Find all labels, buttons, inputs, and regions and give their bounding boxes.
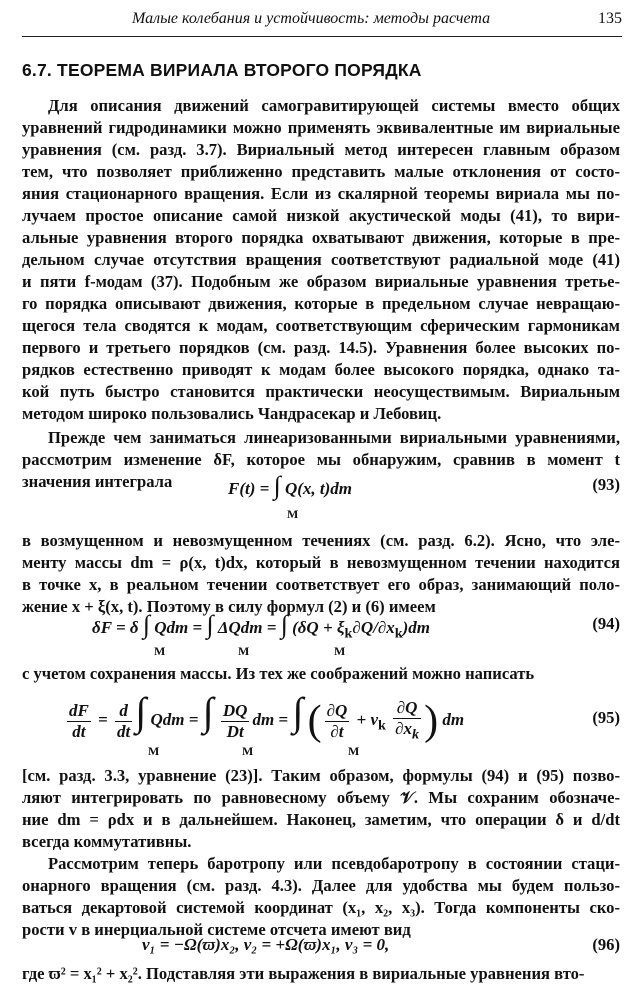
eq95-dm2: dm: [442, 710, 465, 729]
eq95-dm1: dm =: [252, 710, 293, 729]
eq94-int-1: ∫: [142, 610, 151, 639]
equation-93: [22, 465, 620, 525]
text-line: всегда коммутативны.: [22, 832, 192, 851]
text-line: уравнений гидродинамики можно применять эквивалентные им вириальные: [22, 118, 620, 137]
text-line: го порядка описывают движения, которые в предельном случае невращаю-: [22, 294, 620, 313]
text-line: рассмотрим изменение δF, которое мы обнаружим, сравнив в момент t: [22, 450, 620, 469]
eq94-part1: δF = δ: [92, 618, 139, 637]
text-line: где ϖ² = x₁² + x₂². Подставляя эти выражения в вириальные уравнения вто-: [22, 964, 585, 983]
text-line: [см. разд. 3.3, уравнение (23)]. Таким образом, формулы (94) и (95) позво-: [22, 766, 620, 785]
eq94-int-3: ∫: [280, 610, 288, 639]
text-line: менту массы dm = ρ(x, t)dx, который в невозмущенном течении находится: [22, 553, 620, 572]
text-line: в точке x, в реальном течении соответствует его образ, занимающий поло-: [22, 575, 620, 594]
eq93-lhs: F(t) =: [228, 479, 274, 498]
text-line: рости v в инерциальной системе отсчета имеют вид: [22, 920, 411, 939]
paragraph-6: [22, 853, 620, 941]
eq95-int-2: ∫: [202, 689, 214, 734]
text-line: ваться декартовой системой координат (x₁, x₂, x₃). Тогда компоненты ско-: [22, 898, 620, 917]
text-line: жение x + ξ(x, t). Поэтому в силу формул (2) и (6) имеем: [22, 597, 436, 616]
paragraph-7: [22, 963, 620, 985]
equation-94: [22, 610, 620, 660]
text-line: онарного вращения (см. разд. 4.3). Далее для удобства мы будем пользо-: [22, 876, 620, 895]
text-line: Прежде чем заниматься линеаризованными вириальными уравнениями,: [48, 428, 620, 447]
eq94-sub-k: k: [344, 625, 353, 642]
running-title: Малые колебания и устойчивость: методы расчета: [132, 10, 491, 27]
eq95-frac-dQ-dt: $\frac{\partial Q}{\partial t}$: [326, 700, 348, 741]
eq95-sub-m1: M: [148, 744, 160, 758]
eq94-part5: ∂Q/∂x: [352, 618, 395, 637]
eq95-sub-k1: k: [378, 717, 386, 734]
eq93-rhs: Q(x, t)dm: [284, 479, 352, 498]
eq95-frac-DQ-Dt: $\frac{DQ}{Dt}$: [222, 700, 248, 741]
eq95-frac-dQ-dxk: $\frac{\partial Q}{\partial x_k}$: [395, 697, 420, 743]
eq95-int-1: ∫: [135, 689, 147, 734]
eq96-number: (96): [592, 935, 620, 954]
header-rule: [22, 36, 622, 37]
eq94-sub-k2: k: [394, 625, 403, 642]
eq95-frac-d-dt: $\frac{d}{dt}$: [117, 700, 131, 741]
text-line: Рассмотрим теперь баротропу или псевдобаротропу в состоянии стаци-: [48, 854, 620, 873]
eq94-part6: )dm: [402, 618, 430, 637]
text-line: кой путь быстро становится практически неосуществимым. Вириальным: [22, 382, 620, 401]
text-line: альные уравнения второго порядка охватывают движения, которые в пре-: [22, 228, 620, 247]
paragraph-4: [22, 663, 620, 685]
eq95-plus-vk: + v: [352, 710, 379, 729]
eq94-number: (94): [592, 614, 620, 633]
text-line: дельном случае отсутствия вращения соответствуют радиальной моде (41): [22, 250, 620, 269]
eq95-sub-m3: M: [348, 744, 360, 758]
paragraph-1: [22, 95, 620, 425]
eq94-sub-m1: M: [154, 644, 166, 658]
text-line: методом широко пользовались Чандрасекар и Лебовиц.: [22, 404, 442, 423]
text-line: с учетом сохранения массы. Из тех же соображений можно написать: [22, 664, 535, 683]
eq95-int-3: ∫: [292, 689, 304, 734]
text-line: Для описания движений самогравитирующей системы вместо общих: [48, 96, 620, 115]
eq96-body: v₁ = −Ω(ϖ)x₂, v₂ = +Ω(ϖ)x₁, v₃ = 0,: [142, 935, 390, 954]
text-line: в возмущенном и невозмущенном течениях (см. разд. 6.2). Ясно, что эле-: [22, 531, 620, 550]
text-line: рядков естественно приводят к модам более высокого порядка, однако та-: [22, 360, 620, 379]
eq95-qdm: Qdm =: [150, 710, 203, 729]
text-line: уравнения (см. разд. 3.7). Вириальный метод интересен главным образом: [22, 140, 620, 159]
eq95-number: (95): [592, 708, 620, 727]
text-line: значения интеграла: [22, 472, 173, 491]
eq94-int-2: ∫: [206, 610, 214, 639]
eq94-sub-m2: M: [238, 644, 250, 658]
equation-96: [22, 935, 620, 959]
eq94-part4: (δQ + ξ: [292, 618, 345, 637]
eq94-part3: ΔQdm =: [217, 618, 281, 637]
section-title: 6.7. ТЕОРЕМА ВИРИАЛА ВТОРОГО ПОРЯДКА: [22, 60, 422, 80]
text-line: щегося тела сводятся к модам, соответствующим сферическим гармоникам: [22, 316, 620, 335]
eq93-number: (93): [592, 475, 620, 494]
eq93-sub: M: [287, 507, 299, 521]
text-line: яния стационарного вращения. Если из скалярной теоремы вириала мы по-: [22, 184, 620, 203]
page-header: [22, 10, 622, 32]
paragraph-3: [22, 530, 620, 618]
text-line: ние dm = ρdx и в дальнейшем. Наконец, заметим, что операции δ и d/dt: [22, 810, 620, 829]
paragraph-5: [22, 765, 620, 853]
text-line: и пяти f-модам (37). Подобным же образом вириальные уравнения третье-: [22, 272, 620, 291]
text-line: тем, что позволяет приближенно представить малые отклонения от состо-: [22, 162, 620, 181]
eq93-integral-sign: ∫: [273, 471, 281, 500]
eq95-frac-dF-dt: $\frac{dF}{dt}$: [69, 700, 89, 741]
eq94-part2: Qdm =: [154, 618, 207, 637]
text-line: лучаем простое описание самой низкой акустической моды (41), то вири-: [22, 206, 620, 225]
eq94-sub-m3: M: [334, 644, 346, 658]
page-number: 135: [598, 10, 622, 27]
eq95-sub-m2: M: [242, 744, 254, 758]
text-line: первого и третьего порядков (см. разд. 14.5). Уравнения более высоких по-: [22, 338, 620, 357]
equation-95: $\frac{dF}{dt}$ = $\frac{d}{dt}$ ∫ Qdm = ∫ $\frac{DQ}{Dt}$ dm = ∫ ( $\frac{\partial Q}{\partial t}$ + $v_k$ $\frac{\partial Q}{\partial x_k}$ ) dm M M M (95): [69, 689, 620, 758]
text-line: ляют интегрировать по равновесному объему 𝒱. Мы сохраним обозначе-: [22, 788, 620, 807]
